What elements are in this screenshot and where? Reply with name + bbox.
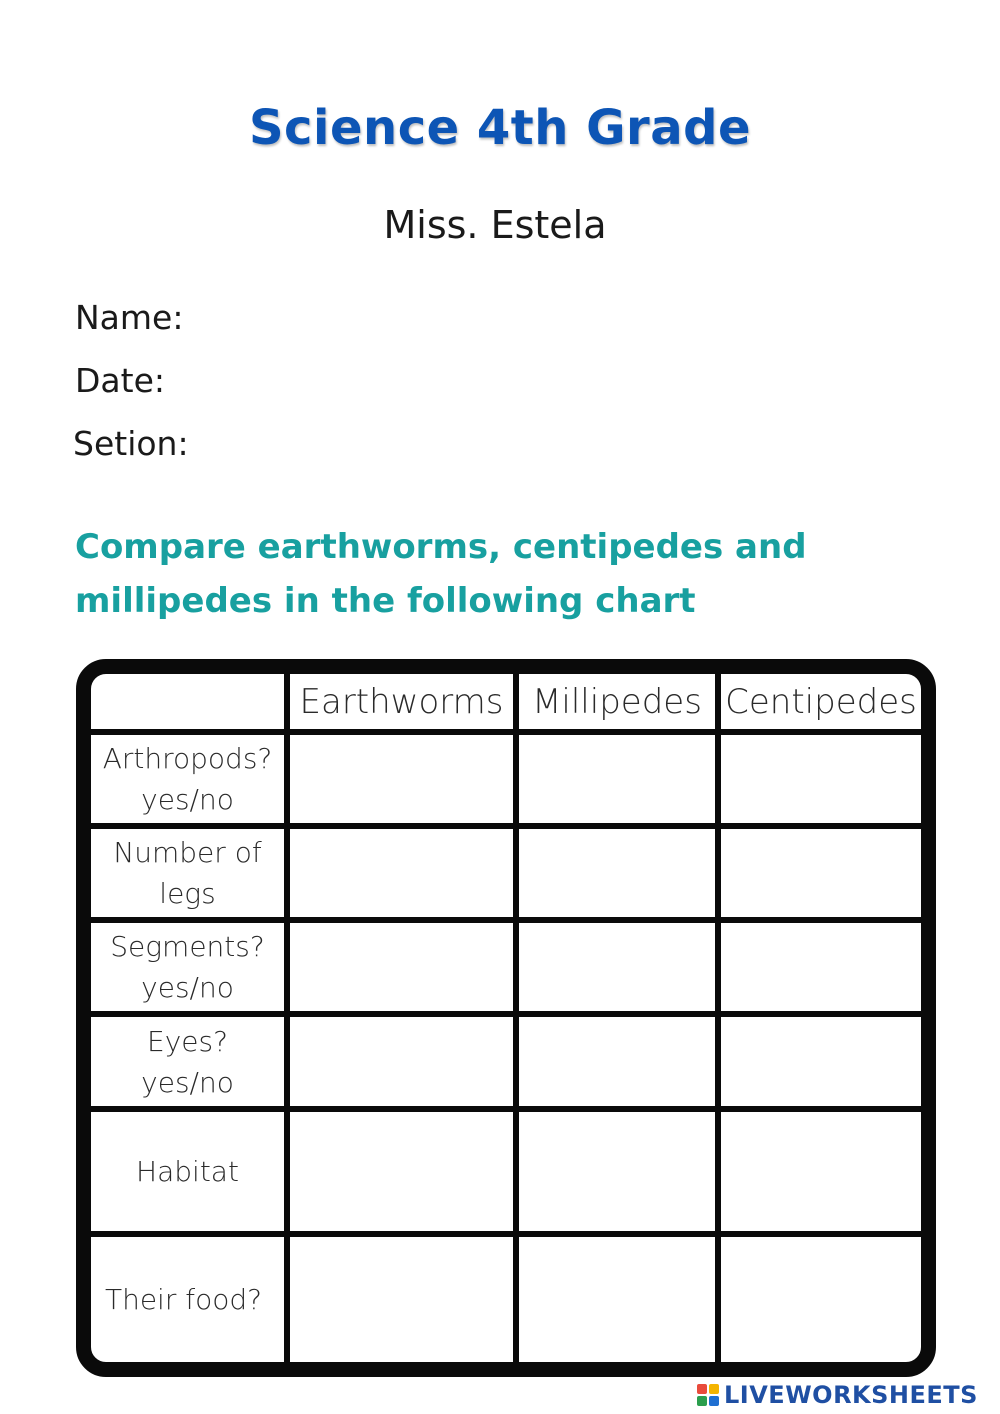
column-header-centipedes: Centipedes (725, 681, 917, 722)
row-header-line: Segments? (110, 930, 265, 963)
answer-cell-arthropods-earthworms[interactable] (290, 735, 513, 823)
row-header-line: Eyes? (147, 1024, 228, 1058)
row-header-their-food (91, 1237, 276, 1362)
answer-cell-segments-millipedes[interactable] (519, 923, 715, 1011)
instructions (75, 520, 935, 628)
answer-cell-habitat-earthworms[interactable] (290, 1112, 513, 1231)
answer-cell-legs-millipedes[interactable] (519, 829, 715, 917)
row-header-habitat (91, 1112, 284, 1231)
answer-cell-habitat-centipedes[interactable] (721, 1112, 921, 1231)
brand-name: LIVEWORKSHEETS (724, 1381, 978, 1409)
row-header-number-of-legs (91, 829, 284, 917)
answer-cell-food-centipedes[interactable] (721, 1237, 921, 1362)
liveworksheets-logo-icon (697, 1384, 719, 1406)
section-label: Setion: (73, 424, 189, 463)
answer-cell-arthropods-centipedes[interactable] (721, 735, 921, 823)
row-header-line: yes/no (141, 971, 234, 1004)
chart-grid (91, 674, 921, 1362)
comparison-chart (76, 659, 936, 1377)
row-header-line: Number of (113, 836, 262, 869)
row-header-line: Habitat (136, 1155, 239, 1188)
answer-cell-segments-earthworms[interactable] (290, 923, 513, 1011)
date-label: Date: (75, 361, 165, 400)
row-header-line: yes/no (141, 1065, 234, 1099)
liveworksheets-brand (697, 1380, 978, 1410)
answer-cell-habitat-millipedes[interactable] (519, 1112, 715, 1231)
answer-cell-legs-earthworms[interactable] (290, 829, 513, 917)
column-header-millipedes: Millipedes (532, 681, 702, 722)
answer-cell-eyes-centipedes[interactable] (721, 1017, 921, 1106)
column-header-earthworms: Earthworms (299, 681, 504, 722)
answer-cell-food-earthworms[interactable] (290, 1237, 513, 1362)
instructions-line-1: Compare earthworms, centipedes and (75, 527, 807, 567)
row-header-line: legs (159, 877, 216, 910)
answer-cell-food-millipedes[interactable] (519, 1237, 715, 1362)
name-label: Name: (75, 298, 184, 337)
answer-cell-segments-centipedes[interactable] (721, 923, 921, 1011)
row-header-line: Their food? (104, 1283, 263, 1316)
row-header-segments (91, 923, 284, 1011)
row-header-line: yes/no (141, 783, 234, 816)
page-title: Science 4th Grade (248, 100, 752, 156)
answer-cell-arthropods-millipedes[interactable] (519, 735, 715, 823)
row-header-eyes (91, 1017, 284, 1106)
row-header-line: Arthropods? (102, 742, 273, 775)
teacher-name: Miss. Estela (383, 203, 607, 247)
answer-cell-legs-centipedes[interactable] (721, 829, 921, 917)
answer-cell-eyes-earthworms[interactable] (290, 1017, 513, 1106)
answer-cell-eyes-millipedes[interactable] (519, 1017, 715, 1106)
row-header-arthropods (91, 735, 284, 823)
instructions-line-2: millipedes in the following chart (75, 581, 696, 621)
